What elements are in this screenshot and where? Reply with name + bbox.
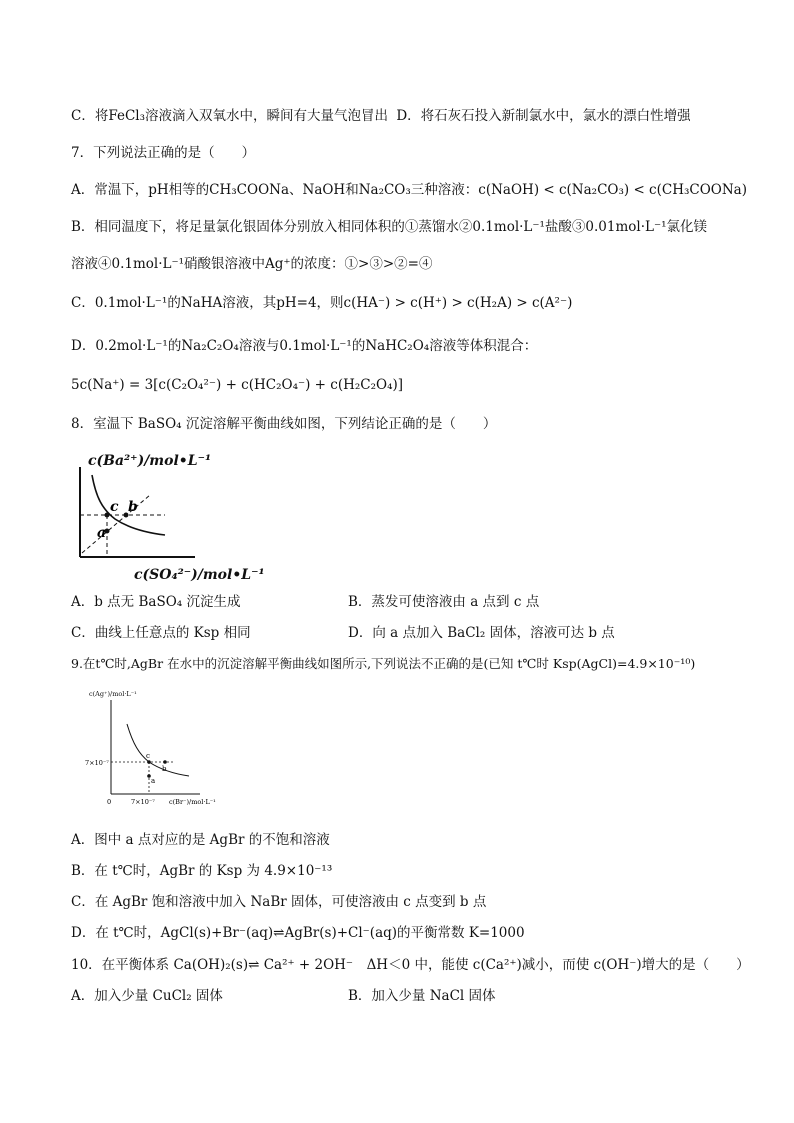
q7-option-d-line1: D．0.2mol·L⁻¹的Na₂C₂O₄溶液与0.1mol·L⁻¹的NaHC₂O₄溶液等体积混合： <box>71 338 538 354</box>
q9-option-b: B．在 t℃时，AgBr 的 Ksp 为 4.9×10⁻¹³ <box>71 863 333 879</box>
q7-stem: 7．下列说法正确的是（ ） <box>71 145 256 161</box>
q9-point-b-label: b <box>162 765 167 773</box>
q8-option-b: B．蒸发可使溶液由 a 点到 c 点 <box>348 594 540 610</box>
q9-point-b <box>163 760 167 764</box>
q8-point-a-label: a <box>97 525 107 541</box>
q9-point-c <box>147 760 151 764</box>
q9-curve <box>127 724 189 776</box>
q8-stem: 8．室温下 BaSO₄ 沉淀溶解平衡曲线如图，下列结论正确的是（ ） <box>71 416 497 432</box>
q9-agbr-graph <box>85 686 245 811</box>
q8-point-c <box>105 513 110 518</box>
q9-x-tick: 7×10⁻⁷ <box>131 798 155 806</box>
q9-point-a-label: a <box>151 777 156 785</box>
q9-y-tick: 7×10⁻⁷ <box>85 759 109 767</box>
q9-option-a: A．图中 a 点对应的是 AgBr 的不饱和溶液 <box>71 832 330 848</box>
q9-stem: 9.在t℃时,AgBr 在水中的沉淀溶解平衡曲线如图所示,下列说法不正确的是(已知 t℃时 Ksp(AgCl)=4.9×10⁻¹⁰) <box>71 656 696 671</box>
q6-option-c: C．将FeCl₃溶液滴入双氧水中，瞬间有大量气泡冒出 <box>71 108 389 124</box>
q9-option-c: C．在 AgBr 饱和溶液中加入 NaBr 固体，可使溶液由 c 点变到 b 点 <box>71 894 487 910</box>
q7-option-c: C．0.1mol·L⁻¹的NaHA溶液，其pH=4，则c(HA⁻) > c(H⁺) > c(H₂A) > c(A²⁻) <box>71 295 573 311</box>
q9-origin: 0 <box>107 798 112 806</box>
q10-option-b: B．加入少量 NaCl 固体 <box>348 988 496 1004</box>
q8-ksp-graph <box>70 447 270 582</box>
q9-y-axis-label: c(Ag⁺)/mol·L⁻¹ <box>89 690 137 698</box>
q8-y-axis-label: c(Ba²⁺)/mol•L⁻¹ <box>88 453 212 469</box>
q7-option-b-line1: B．相同温度下，将足量氯化银固体分别放入相同体积的①蒸馏水②0.1mol·L⁻¹盐酸③0.01mol·L⁻¹氯化镁 <box>71 219 708 235</box>
q9-point-c-label: c <box>146 752 150 760</box>
q8-option-c: C．曲线上任意点的 Ksp 相同 <box>71 625 251 641</box>
q8-x-axis-label: c(SO₄²⁻)/mol•L⁻¹ <box>134 567 265 582</box>
q8-point-c-label: c <box>110 499 119 515</box>
q9-x-axis-label: c(Br⁻)/mol·L⁻¹ <box>169 798 216 806</box>
q9-option-d: D．在 t℃时，AgCl(s)+Br⁻(aq)⇌AgBr(s)+Cl⁻(aq)的平衡常数 K=1000 <box>71 925 525 941</box>
q7-option-d-line2: 5c(Na⁺) = 3[c(C₂O₄²⁻) + c(HC₂O₄⁻) + c(H₂C₂O₄)] <box>71 377 404 393</box>
q8-point-b-label: b <box>128 499 138 515</box>
q8-option-a: A．b 点无 BaSO₄ 沉淀生成 <box>71 594 241 610</box>
q8-option-d: D．向 a 点加入 BaCl₂ 固体，溶液可达 b 点 <box>348 625 615 641</box>
q6-option-d: D．将石灰石投入新制氯水中，氯水的漂白性增强 <box>396 108 691 124</box>
q6-options-row <box>71 106 691 126</box>
q10-option-a: A．加入少量 CuCl₂ 固体 <box>71 988 223 1004</box>
q10-stem: 10．在平衡体系 Ca(OH)₂(s)⇌ Ca²⁺ + 2OH⁻ ΔH＜0 中，能使 c(Ca²⁺)减小，而使 c(OH⁻)增大的是（ ） <box>71 957 750 973</box>
q7-option-b-line2: 溶液④0.1mol·L⁻¹硝酸银溶液中Ag⁺的浓度：①>③>②=④ <box>71 256 433 272</box>
q7-option-a: A．常温下，pH相等的CH₃COONa、NaOH和Na₂CO₃三种溶液：c(NaOH) < c(Na₂CO₃) < c(CH₃COONa) <box>71 182 747 198</box>
